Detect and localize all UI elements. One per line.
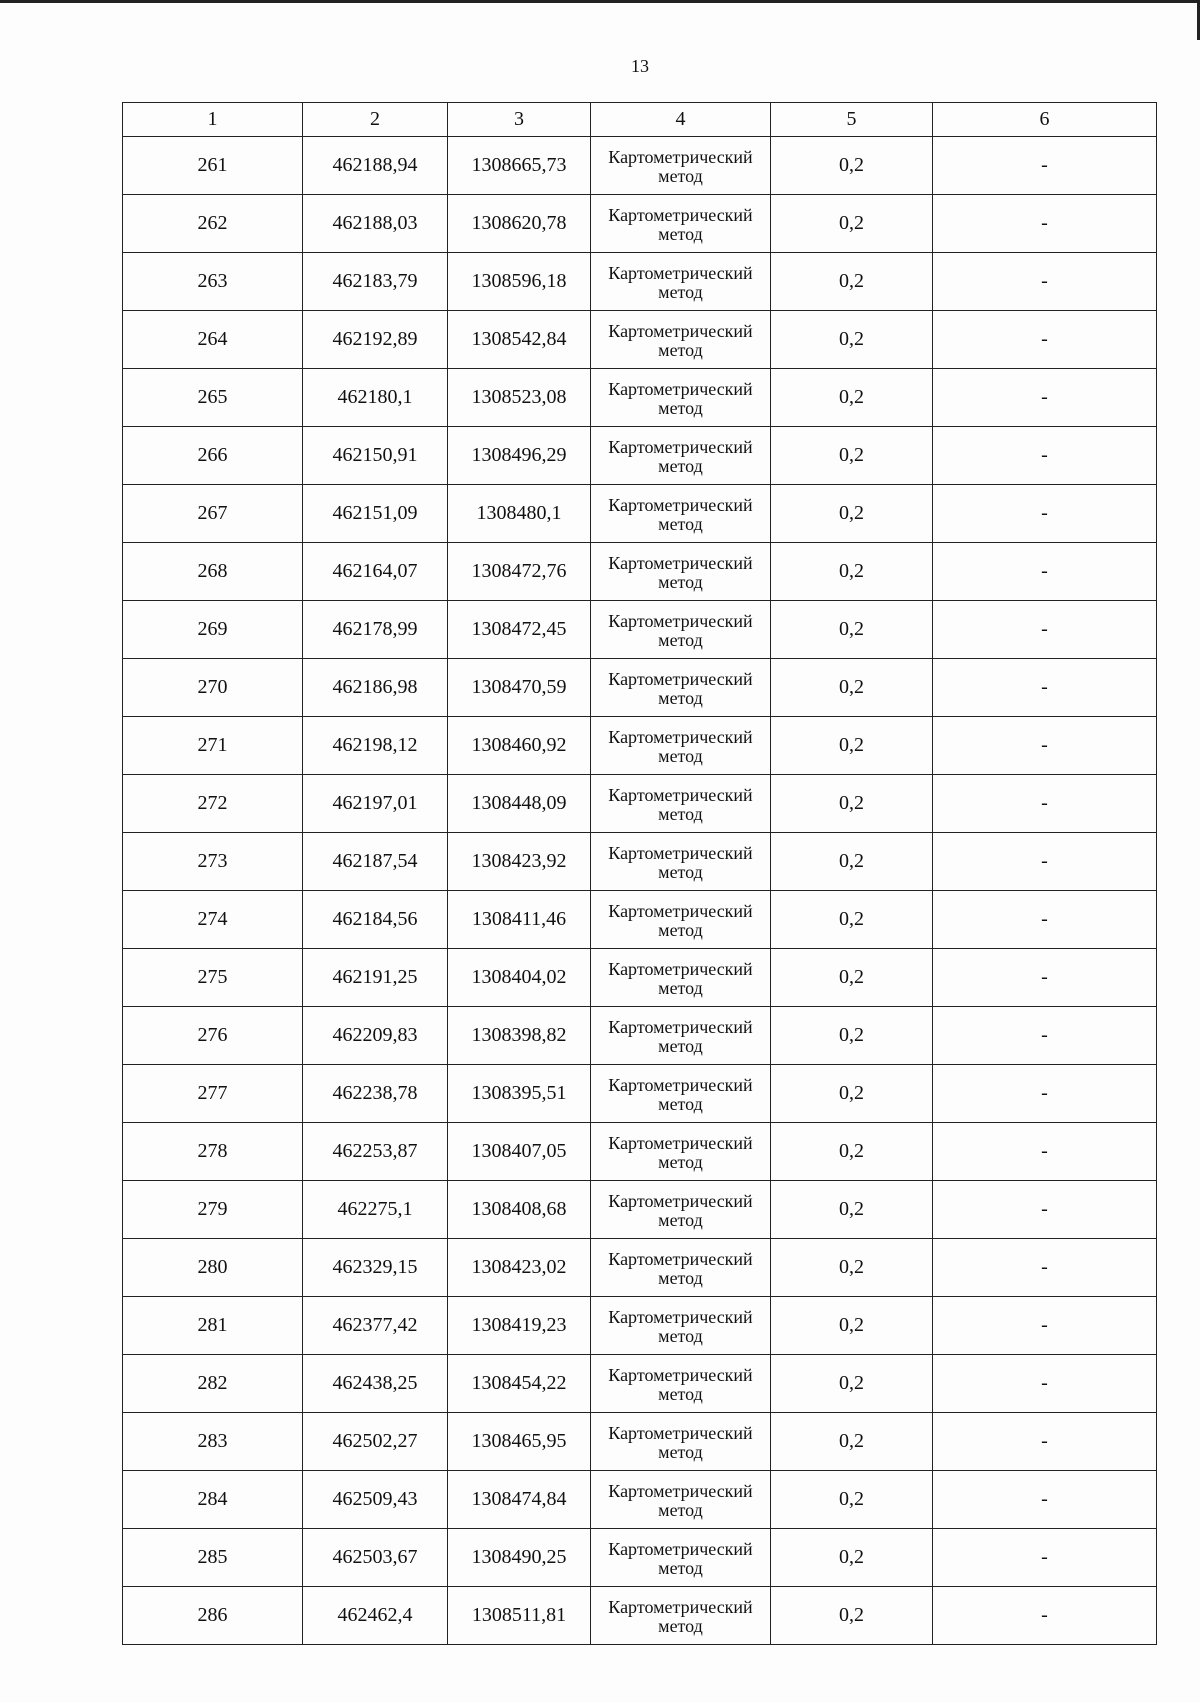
point-number-cell: 277 bbox=[123, 1065, 303, 1123]
note-cell: - bbox=[933, 1355, 1157, 1413]
coordinates-table bbox=[122, 102, 1157, 1645]
point-number-cell: 265 bbox=[123, 369, 303, 427]
coordinate-x-cell: 462187,54 bbox=[303, 833, 448, 891]
point-number-cell: 276 bbox=[123, 1007, 303, 1065]
coordinate-x-cell: 462503,67 bbox=[303, 1529, 448, 1587]
table-row bbox=[123, 427, 1157, 485]
coordinate-x-cell: 462178,99 bbox=[303, 601, 448, 659]
method-cell: Картометрический метод bbox=[591, 717, 771, 775]
column-header-6: 6 bbox=[933, 103, 1157, 137]
coordinate-y-cell: 1308454,22 bbox=[448, 1355, 591, 1413]
table-row bbox=[123, 1065, 1157, 1123]
point-number-cell: 272 bbox=[123, 775, 303, 833]
error-value-cell: 0,2 bbox=[771, 717, 933, 775]
note-cell: - bbox=[933, 891, 1157, 949]
coordinate-y-cell: 1308470,59 bbox=[448, 659, 591, 717]
method-cell: Картометрический метод bbox=[591, 891, 771, 949]
error-value-cell: 0,2 bbox=[771, 195, 933, 253]
note-cell: - bbox=[933, 949, 1157, 1007]
coordinate-y-cell: 1308411,46 bbox=[448, 891, 591, 949]
table-body bbox=[123, 137, 1157, 1645]
coordinate-x-cell: 462377,42 bbox=[303, 1297, 448, 1355]
method-cell: Картометрический метод bbox=[591, 1413, 771, 1471]
coordinate-y-cell: 1308523,08 bbox=[448, 369, 591, 427]
table-row bbox=[123, 949, 1157, 1007]
coordinate-y-cell: 1308419,23 bbox=[448, 1297, 591, 1355]
table-row bbox=[123, 1123, 1157, 1181]
error-value-cell: 0,2 bbox=[771, 659, 933, 717]
error-value-cell: 0,2 bbox=[771, 1007, 933, 1065]
note-cell: - bbox=[933, 833, 1157, 891]
coordinate-y-cell: 1308465,95 bbox=[448, 1413, 591, 1471]
table-row bbox=[123, 137, 1157, 195]
note-cell: - bbox=[933, 369, 1157, 427]
coordinate-y-cell: 1308596,18 bbox=[448, 253, 591, 311]
method-cell: Картометрический метод bbox=[591, 1471, 771, 1529]
method-cell: Картометрический метод bbox=[591, 949, 771, 1007]
table-header bbox=[123, 103, 1157, 137]
method-cell: Картометрический метод bbox=[591, 833, 771, 891]
note-cell: - bbox=[933, 1529, 1157, 1587]
note-cell: - bbox=[933, 1181, 1157, 1239]
point-number-cell: 286 bbox=[123, 1587, 303, 1645]
note-cell: - bbox=[933, 775, 1157, 833]
method-cell: Картометрический метод bbox=[591, 1297, 771, 1355]
point-number-cell: 261 bbox=[123, 137, 303, 195]
method-cell: Картометрический метод bbox=[591, 1239, 771, 1297]
note-cell: - bbox=[933, 253, 1157, 311]
coordinate-x-cell: 462188,03 bbox=[303, 195, 448, 253]
method-cell: Картометрический метод bbox=[591, 1529, 771, 1587]
coordinate-x-cell: 462238,78 bbox=[303, 1065, 448, 1123]
header-row bbox=[123, 103, 1157, 137]
coordinate-x-cell: 462164,07 bbox=[303, 543, 448, 601]
method-cell: Картометрический метод bbox=[591, 1065, 771, 1123]
coordinate-x-cell: 462180,1 bbox=[303, 369, 448, 427]
table-row bbox=[123, 1181, 1157, 1239]
method-cell: Картометрический метод bbox=[591, 427, 771, 485]
coordinate-y-cell: 1308404,02 bbox=[448, 949, 591, 1007]
method-cell: Картометрический метод bbox=[591, 253, 771, 311]
note-cell: - bbox=[933, 485, 1157, 543]
point-number-cell: 270 bbox=[123, 659, 303, 717]
error-value-cell: 0,2 bbox=[771, 427, 933, 485]
point-number-cell: 279 bbox=[123, 1181, 303, 1239]
error-value-cell: 0,2 bbox=[771, 1065, 933, 1123]
point-number-cell: 271 bbox=[123, 717, 303, 775]
table-row bbox=[123, 1587, 1157, 1645]
point-number-cell: 264 bbox=[123, 311, 303, 369]
point-number-cell: 274 bbox=[123, 891, 303, 949]
table-row bbox=[123, 1355, 1157, 1413]
note-cell: - bbox=[933, 1413, 1157, 1471]
point-number-cell: 275 bbox=[123, 949, 303, 1007]
method-cell: Картометрический метод bbox=[591, 1355, 771, 1413]
error-value-cell: 0,2 bbox=[771, 1587, 933, 1645]
coordinate-y-cell: 1308398,82 bbox=[448, 1007, 591, 1065]
coordinate-y-cell: 1308511,81 bbox=[448, 1587, 591, 1645]
coordinate-y-cell: 1308542,84 bbox=[448, 311, 591, 369]
table-row bbox=[123, 485, 1157, 543]
table-row bbox=[123, 1529, 1157, 1587]
point-number-cell: 285 bbox=[123, 1529, 303, 1587]
point-number-cell: 283 bbox=[123, 1413, 303, 1471]
method-cell: Картометрический метод bbox=[591, 601, 771, 659]
note-cell: - bbox=[933, 1587, 1157, 1645]
method-cell: Картометрический метод bbox=[591, 1181, 771, 1239]
method-cell: Картометрический метод bbox=[591, 369, 771, 427]
error-value-cell: 0,2 bbox=[771, 1529, 933, 1587]
point-number-cell: 269 bbox=[123, 601, 303, 659]
error-value-cell: 0,2 bbox=[771, 601, 933, 659]
coordinate-y-cell: 1308490,25 bbox=[448, 1529, 591, 1587]
table-row bbox=[123, 717, 1157, 775]
method-cell: Картометрический метод bbox=[591, 311, 771, 369]
coordinate-y-cell: 1308423,92 bbox=[448, 833, 591, 891]
table-row bbox=[123, 1239, 1157, 1297]
page-number: 13 bbox=[631, 56, 649, 76]
error-value-cell: 0,2 bbox=[771, 485, 933, 543]
error-value-cell: 0,2 bbox=[771, 253, 933, 311]
coordinate-y-cell: 1308407,05 bbox=[448, 1123, 591, 1181]
error-value-cell: 0,2 bbox=[771, 891, 933, 949]
coordinate-x-cell: 462150,91 bbox=[303, 427, 448, 485]
note-cell: - bbox=[933, 659, 1157, 717]
coordinate-x-cell: 462275,1 bbox=[303, 1181, 448, 1239]
method-cell: Картометрический метод bbox=[591, 1007, 771, 1065]
note-cell: - bbox=[933, 601, 1157, 659]
method-cell: Картометрический метод bbox=[591, 1123, 771, 1181]
coordinate-y-cell: 1308620,78 bbox=[448, 195, 591, 253]
table-row bbox=[123, 601, 1157, 659]
coordinate-x-cell: 462209,83 bbox=[303, 1007, 448, 1065]
point-number-cell: 284 bbox=[123, 1471, 303, 1529]
coordinate-y-cell: 1308472,45 bbox=[448, 601, 591, 659]
point-number-cell: 263 bbox=[123, 253, 303, 311]
table-row bbox=[123, 659, 1157, 717]
coordinate-x-cell: 462438,25 bbox=[303, 1355, 448, 1413]
coordinate-x-cell: 462184,56 bbox=[303, 891, 448, 949]
point-number-cell: 267 bbox=[123, 485, 303, 543]
coordinate-x-cell: 462186,98 bbox=[303, 659, 448, 717]
coordinate-y-cell: 1308474,84 bbox=[448, 1471, 591, 1529]
note-cell: - bbox=[933, 1123, 1157, 1181]
coordinate-x-cell: 462253,87 bbox=[303, 1123, 448, 1181]
coordinate-x-cell: 462197,01 bbox=[303, 775, 448, 833]
point-number-cell: 273 bbox=[123, 833, 303, 891]
coordinate-y-cell: 1308480,1 bbox=[448, 485, 591, 543]
error-value-cell: 0,2 bbox=[771, 311, 933, 369]
point-number-cell: 268 bbox=[123, 543, 303, 601]
method-cell: Картометрический метод bbox=[591, 195, 771, 253]
column-header-2: 2 bbox=[303, 103, 448, 137]
table-row bbox=[123, 1297, 1157, 1355]
error-value-cell: 0,2 bbox=[771, 833, 933, 891]
error-value-cell: 0,2 bbox=[771, 1123, 933, 1181]
scan-top-border bbox=[0, 0, 1200, 3]
coordinate-x-cell: 462509,43 bbox=[303, 1471, 448, 1529]
note-cell: - bbox=[933, 427, 1157, 485]
table-row bbox=[123, 311, 1157, 369]
error-value-cell: 0,2 bbox=[771, 543, 933, 601]
table-row bbox=[123, 775, 1157, 833]
coordinate-x-cell: 462502,27 bbox=[303, 1413, 448, 1471]
note-cell: - bbox=[933, 1065, 1157, 1123]
coordinate-x-cell: 462188,94 bbox=[303, 137, 448, 195]
method-cell: Картометрический метод bbox=[591, 485, 771, 543]
point-number-cell: 262 bbox=[123, 195, 303, 253]
coordinate-y-cell: 1308423,02 bbox=[448, 1239, 591, 1297]
note-cell: - bbox=[933, 717, 1157, 775]
table-row bbox=[123, 369, 1157, 427]
table-row bbox=[123, 1471, 1157, 1529]
column-header-3: 3 bbox=[448, 103, 591, 137]
column-header-1: 1 bbox=[123, 103, 303, 137]
table-row bbox=[123, 891, 1157, 949]
point-number-cell: 278 bbox=[123, 1123, 303, 1181]
coordinate-x-cell: 462462,4 bbox=[303, 1587, 448, 1645]
column-header-5: 5 bbox=[771, 103, 933, 137]
error-value-cell: 0,2 bbox=[771, 1297, 933, 1355]
table-row bbox=[123, 1413, 1157, 1471]
error-value-cell: 0,2 bbox=[771, 1355, 933, 1413]
note-cell: - bbox=[933, 1471, 1157, 1529]
table-row bbox=[123, 195, 1157, 253]
coordinate-y-cell: 1308472,76 bbox=[448, 543, 591, 601]
note-cell: - bbox=[933, 1007, 1157, 1065]
error-value-cell: 0,2 bbox=[771, 1413, 933, 1471]
point-number-cell: 281 bbox=[123, 1297, 303, 1355]
coordinate-x-cell: 462191,25 bbox=[303, 949, 448, 1007]
coordinate-x-cell: 462183,79 bbox=[303, 253, 448, 311]
method-cell: Картометрический метод bbox=[591, 137, 771, 195]
note-cell: - bbox=[933, 1239, 1157, 1297]
note-cell: - bbox=[933, 1297, 1157, 1355]
note-cell: - bbox=[933, 195, 1157, 253]
error-value-cell: 0,2 bbox=[771, 137, 933, 195]
note-cell: - bbox=[933, 543, 1157, 601]
point-number-cell: 280 bbox=[123, 1239, 303, 1297]
coordinate-y-cell: 1308460,92 bbox=[448, 717, 591, 775]
method-cell: Картометрический метод bbox=[591, 659, 771, 717]
error-value-cell: 0,2 bbox=[771, 775, 933, 833]
error-value-cell: 0,2 bbox=[771, 369, 933, 427]
coordinate-x-cell: 462192,89 bbox=[303, 311, 448, 369]
coordinate-y-cell: 1308408,68 bbox=[448, 1181, 591, 1239]
point-number-cell: 266 bbox=[123, 427, 303, 485]
error-value-cell: 0,2 bbox=[771, 949, 933, 1007]
method-cell: Картометрический метод bbox=[591, 543, 771, 601]
coordinate-x-cell: 462329,15 bbox=[303, 1239, 448, 1297]
method-cell: Картометрический метод bbox=[591, 775, 771, 833]
point-number-cell: 282 bbox=[123, 1355, 303, 1413]
table-row bbox=[123, 543, 1157, 601]
table-row bbox=[123, 253, 1157, 311]
error-value-cell: 0,2 bbox=[771, 1181, 933, 1239]
error-value-cell: 0,2 bbox=[771, 1239, 933, 1297]
note-cell: - bbox=[933, 311, 1157, 369]
coordinate-y-cell: 1308496,29 bbox=[448, 427, 591, 485]
coordinate-y-cell: 1308395,51 bbox=[448, 1065, 591, 1123]
coordinate-x-cell: 462198,12 bbox=[303, 717, 448, 775]
coordinate-x-cell: 462151,09 bbox=[303, 485, 448, 543]
column-header-4: 4 bbox=[591, 103, 771, 137]
method-cell: Картометрический метод bbox=[591, 1587, 771, 1645]
table-row bbox=[123, 833, 1157, 891]
error-value-cell: 0,2 bbox=[771, 1471, 933, 1529]
coordinate-y-cell: 1308665,73 bbox=[448, 137, 591, 195]
table-row bbox=[123, 1007, 1157, 1065]
note-cell: - bbox=[933, 137, 1157, 195]
coordinate-y-cell: 1308448,09 bbox=[448, 775, 591, 833]
